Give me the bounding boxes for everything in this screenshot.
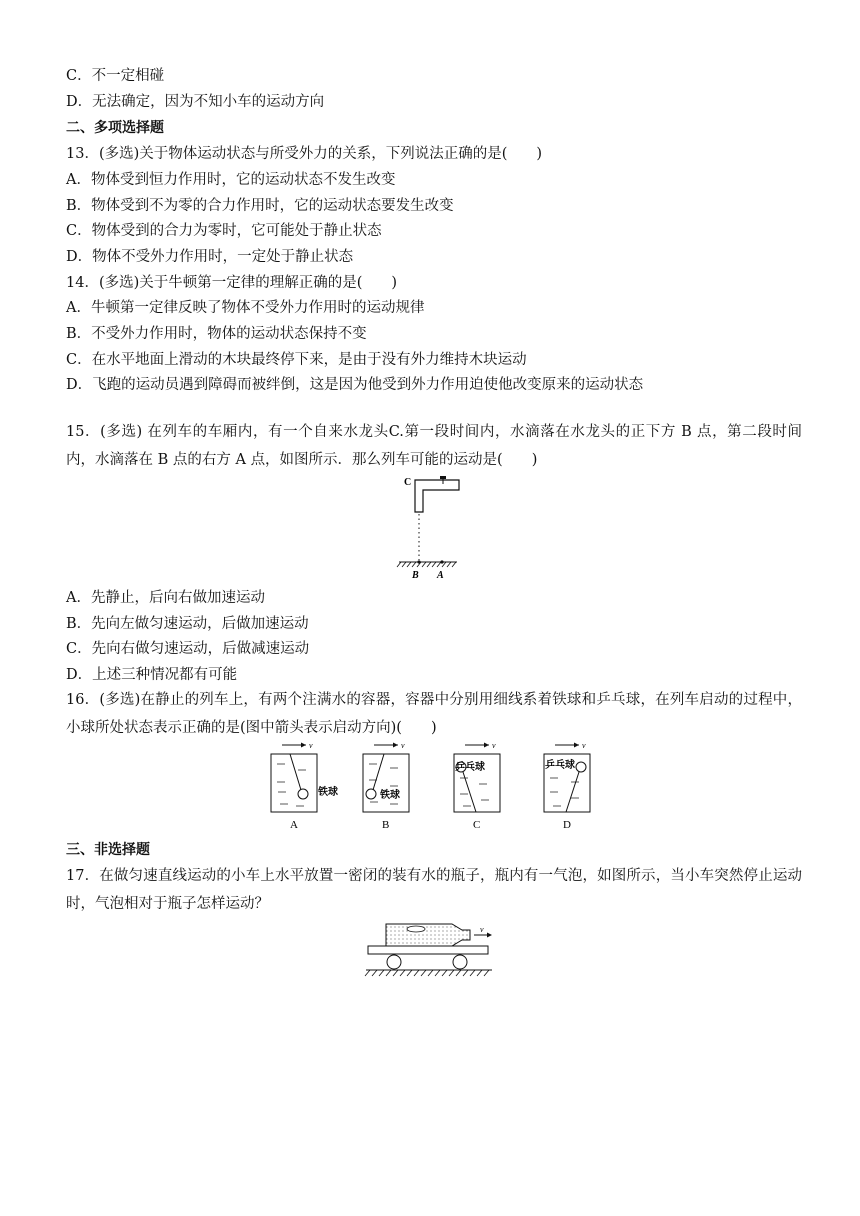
question-13-option-a: A．物体受到恒力作用时，它的运动状态不发生改变 — [66, 172, 396, 188]
iron-ball-a — [298, 789, 308, 799]
option-d-top: D．无法确定，因为不知小车的运动方向 — [66, 94, 325, 110]
cart-wheel-left — [387, 955, 401, 969]
question-14-option-a: A．牛顿第一定律反映了物体不受外力作用时的运动规律 — [66, 300, 425, 316]
faucet-label-c: C — [404, 477, 412, 488]
svg-text:v: v — [492, 741, 496, 750]
caption-d: D — [563, 819, 571, 831]
section-heading-multiple-choice: 二、多项选择题 — [66, 120, 164, 136]
question-13-option-d: D．物体不受外力作用时，一定处于静止状态 — [66, 249, 354, 265]
section-heading-non-choice: 三、非选择题 — [66, 842, 150, 858]
container-panel-b — [360, 740, 440, 832]
option-c-top: C．不一定相碰 — [66, 68, 165, 84]
iron-ball-b — [366, 789, 376, 799]
cart-wheel-right — [453, 955, 467, 969]
question-17-stem: 17．在做匀速直线运动的小车上水平放置一密闭的装有水的瓶子，瓶内有一气泡，如图所示，当小车突然停止运动时，气泡相对于瓶子怎样运动？ — [66, 868, 802, 912]
svg-text:v: v — [401, 741, 405, 750]
label-b: B — [412, 570, 419, 581]
valve-handle — [440, 476, 446, 479]
container-panel-d — [541, 740, 621, 832]
label-a: A — [437, 570, 444, 581]
ground-hatching — [365, 970, 489, 976]
question-13-option-b: B．物体受到不为零的合力作用时，它的运动状态要发生改变 — [66, 198, 454, 214]
container-panel-c — [451, 740, 531, 832]
question-14-option-d: D．飞跑的运动员遇到障碍而被绊倒，这是因为他受到外力作用迫使他改变原来的运动状态 — [66, 377, 644, 393]
water-bottle — [386, 924, 470, 946]
faucet-diagram — [395, 474, 465, 584]
svg-text:v: v — [309, 741, 313, 750]
caption-c: C — [473, 819, 481, 831]
ball-label-a: 铁球 — [318, 787, 338, 798]
question-15-option-d: D．上述三种情况都有可能 — [66, 667, 238, 683]
question-14-stem: 14．(多选)关于牛顿第一定律的理解正确的是( ) — [66, 275, 398, 291]
question-14-option-b: B．不受外力作用时，物体的运动状态保持不变 — [66, 326, 367, 342]
faucet-pipe — [415, 480, 459, 512]
cart-platform — [368, 946, 488, 954]
question-15-option-c: C．先向右做匀速运动，后做减速运动 — [66, 641, 310, 657]
cart-bottle-diagram — [362, 918, 502, 982]
air-bubble — [407, 926, 425, 932]
point-a — [440, 560, 443, 563]
question-13-stem: 13．(多选)关于物体运动状态与所受外力的关系，下列说法正确的是( ) — [66, 146, 543, 162]
question-14-option-c: C．在水平地面上滑动的木块最终停下来，是由于没有外力维持木块运动 — [66, 352, 527, 368]
question-15-option-b: B．先向左做匀速运动，后做加速运动 — [66, 616, 309, 632]
question-16-stem: 16．(多选)在静止的列车上，有两个注满水的容器，容器中分别用细线系着铁球和乒乓球，在列车启动的过程中，小球所处状态表示正确的是(图中箭头表示启动方向)( ) — [66, 692, 802, 736]
ball-label-c: 乒乓球 — [455, 762, 485, 773]
velocity-label: v — [480, 925, 484, 934]
question-13-option-c: C．物体受到的合力为零时，它可能处于静止状态 — [66, 223, 382, 239]
ball-label-b: 铁球 — [380, 790, 400, 801]
question-15-option-a: A．先静止，后向右做加速运动 — [66, 590, 265, 606]
caption-b: B — [382, 819, 390, 831]
question-15-stem: 15．(多选) 在列车的车厢内，有一个自来水龙头C.第一段时间内，水滴落在水龙头的正下方 B 点，第二段时间内，水滴落在 B 点的右方 A 点，如图所示．那么列车可能的运动是( ) — [66, 424, 802, 468]
ping-pong-ball-d — [576, 762, 586, 772]
svg-text:v: v — [582, 741, 586, 750]
floor-hatching — [397, 562, 456, 567]
container-panel-a — [268, 740, 348, 832]
caption-a: A — [290, 819, 298, 831]
point-b — [417, 560, 420, 563]
ball-label-d: 乒乓球 — [545, 760, 575, 771]
